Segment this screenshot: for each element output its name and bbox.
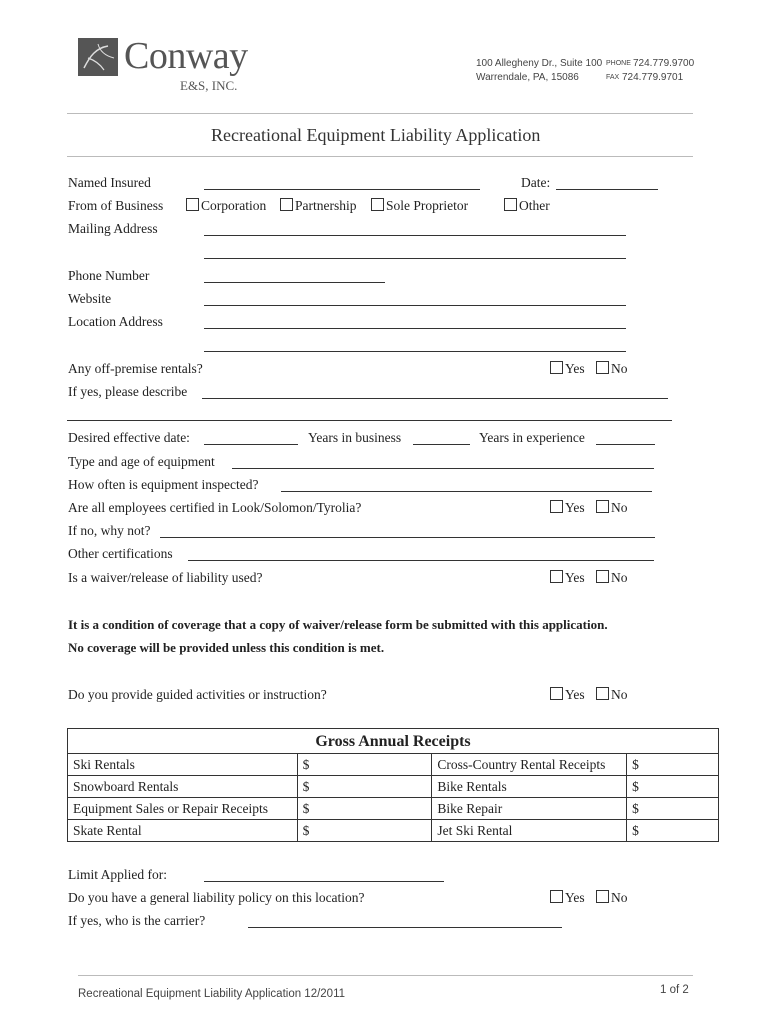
condition-notice-2: No coverage will be provided unless this condition is met. — [68, 640, 385, 655]
general-liability-yes-checkbox[interactable] — [550, 890, 563, 903]
guided-no-checkbox[interactable] — [596, 687, 609, 700]
logo-subtitle: E&S, INC. — [180, 78, 238, 93]
logo-name: Conway — [124, 35, 248, 77]
title-divider — [67, 156, 693, 157]
mailing-address-field-2[interactable] — [204, 258, 626, 259]
general-liability-no-checkbox[interactable] — [596, 890, 609, 903]
other-certs-field[interactable] — [188, 560, 654, 561]
certified-yes-checkbox[interactable] — [550, 500, 563, 513]
guided-yes-checkbox[interactable] — [550, 687, 563, 700]
location-address-field-1[interactable] — [204, 328, 626, 329]
desired-effective-label: Desired effective date: — [68, 430, 190, 445]
limit-applied-label: Limit Applied for: — [68, 867, 167, 882]
partnership-option[interactable] — [280, 198, 357, 214]
describe-field-1[interactable] — [202, 398, 668, 399]
sole-proprietor-label: Sole Proprietor — [386, 198, 469, 213]
who-carrier-field[interactable] — [248, 927, 562, 928]
corporation-checkbox[interactable] — [186, 198, 199, 211]
describe-field-2[interactable] — [67, 420, 672, 421]
receipt-amount-field[interactable]: $ — [627, 776, 719, 798]
sole-proprietor-checkbox[interactable] — [371, 198, 384, 211]
years-in-business-field[interactable] — [413, 444, 470, 445]
general-liability-label: Do you have a general liability policy on this location? — [68, 890, 365, 905]
receipt-amount-field[interactable]: $ — [297, 776, 432, 798]
general-liability-no[interactable] — [596, 890, 628, 906]
guided-yes[interactable] — [550, 687, 585, 703]
waiver-no-checkbox[interactable] — [596, 570, 609, 583]
receipt-amount-field[interactable]: $ — [627, 754, 719, 776]
address-line-1: 100 Allegheny Dr., Suite 100 — [476, 58, 603, 69]
other-label: Other — [519, 198, 550, 213]
receipt-label: Skate Rental — [68, 820, 298, 842]
mailing-address-label: Mailing Address — [68, 221, 158, 236]
page-title: Recreational Equipment Liability Application — [211, 125, 541, 145]
footer-divider — [78, 975, 693, 976]
receipt-amount-field[interactable]: $ — [627, 798, 719, 820]
phone-number-label: Phone Number — [68, 268, 150, 283]
if-no-why-label: If no, why not? — [68, 523, 151, 538]
other-option[interactable] — [504, 198, 550, 214]
partnership-label: Partnership — [295, 198, 357, 213]
receipt-label: Equipment Sales or Repair Receipts — [68, 798, 298, 820]
waiver-yes[interactable] — [550, 570, 585, 586]
other-certs-label: Other certifications — [68, 546, 173, 561]
no-label: No — [611, 687, 628, 702]
date-field[interactable] — [556, 189, 658, 190]
page-number: 1 of 2 — [660, 984, 689, 996]
yes-label: Yes — [565, 500, 585, 515]
off-premise-yes-checkbox[interactable] — [550, 361, 563, 374]
general-liability-yes[interactable] — [550, 890, 585, 906]
location-address-field-2[interactable] — [204, 351, 626, 352]
form-of-business-label: From of Business — [68, 198, 164, 213]
phone-number-field[interactable] — [204, 282, 385, 283]
yes-label: Yes — [565, 361, 585, 376]
table-row — [68, 798, 719, 820]
receipt-label: Jet Ski Rental — [432, 820, 627, 842]
receipt-amount-field[interactable]: $ — [297, 798, 432, 820]
how-often-label: How often is equipment inspected? — [68, 477, 259, 492]
condition-notice-1: It is a condition of coverage that a copy of waiver/release form be submitted with this application. — [68, 617, 608, 632]
receipt-label: Cross-Country Rental Receipts — [432, 754, 627, 776]
named-insured-field[interactable] — [204, 189, 480, 190]
no-label: No — [611, 361, 628, 376]
off-premise-no[interactable] — [596, 361, 628, 377]
receipt-label: Bike Repair — [432, 798, 627, 820]
certified-label: Are all employees certified in Look/Solomon/Tyrolia? — [68, 500, 362, 515]
phone-number: 724.779.9700 — [633, 58, 695, 69]
guided-no[interactable] — [596, 687, 628, 703]
type-age-label: Type and age of equipment — [68, 454, 215, 469]
gross-receipts-title: Gross Annual Receipts — [68, 729, 719, 754]
no-label: No — [611, 570, 628, 585]
date-label: Date: — [521, 175, 551, 190]
fax-label: FAX — [606, 74, 620, 81]
address-line-2: Warrendale, PA, 15086 — [476, 72, 579, 83]
footer-text: Recreational Equipment Liability Application 12/2011 — [78, 988, 346, 1000]
years-in-experience-field[interactable] — [596, 444, 655, 445]
table-row — [68, 754, 719, 776]
receipt-amount-field[interactable]: $ — [627, 820, 719, 842]
gross-receipts-table — [67, 728, 719, 842]
website-label: Website — [68, 291, 112, 306]
other-checkbox[interactable] — [504, 198, 517, 211]
table-row — [68, 820, 719, 842]
yes-label: Yes — [565, 687, 585, 702]
limit-applied-field[interactable] — [204, 881, 444, 882]
receipt-label: Bike Rentals — [432, 776, 627, 798]
yes-label: Yes — [565, 570, 585, 585]
certified-no[interactable] — [596, 500, 628, 516]
years-in-business-label: Years in business — [308, 430, 402, 445]
phone-label: PHONE — [606, 60, 631, 67]
waiver-used-label: Is a waiver/release of liability used? — [68, 570, 263, 585]
certified-yes[interactable] — [550, 500, 585, 516]
waiver-yes-checkbox[interactable] — [550, 570, 563, 583]
partnership-checkbox[interactable] — [280, 198, 293, 211]
yes-label: Yes — [565, 890, 585, 905]
waiver-no[interactable] — [596, 570, 628, 586]
logo-mark-icon — [78, 38, 118, 76]
years-in-experience-label: Years in experience — [479, 430, 585, 445]
receipt-label: Ski Rentals — [68, 754, 298, 776]
desired-effective-field[interactable] — [204, 444, 298, 445]
corporation-option[interactable] — [186, 198, 266, 214]
no-label: No — [611, 890, 628, 905]
mailing-address-field-1[interactable] — [204, 235, 626, 236]
receipt-label: Snowboard Rentals — [68, 776, 298, 798]
if-yes-describe-label: If yes, please describe — [68, 384, 188, 399]
certified-no-checkbox[interactable] — [596, 500, 609, 513]
who-carrier-label: If yes, who is the carrier? — [68, 913, 206, 928]
receipt-amount-field[interactable]: $ — [297, 754, 432, 776]
off-premise-yes[interactable] — [550, 361, 585, 377]
header-divider — [67, 113, 693, 114]
guided-label: Do you provide guided activities or instruction? — [68, 687, 327, 702]
off-premise-label: Any off-premise rentals? — [68, 361, 203, 376]
location-address-label: Location Address — [68, 314, 163, 329]
if-no-why-field[interactable] — [160, 537, 655, 538]
no-label: No — [611, 500, 628, 515]
type-age-field[interactable] — [232, 468, 654, 469]
named-insured-label: Named Insured — [68, 175, 151, 190]
receipt-amount-field[interactable]: $ — [297, 820, 432, 842]
off-premise-no-checkbox[interactable] — [596, 361, 609, 374]
corporation-label: Corporation — [201, 198, 267, 213]
website-field[interactable] — [204, 305, 626, 306]
how-often-field[interactable] — [281, 491, 652, 492]
sole-proprietor-option[interactable] — [371, 198, 468, 214]
fax-number: 724.779.9701 — [622, 72, 684, 83]
table-row — [68, 776, 719, 798]
